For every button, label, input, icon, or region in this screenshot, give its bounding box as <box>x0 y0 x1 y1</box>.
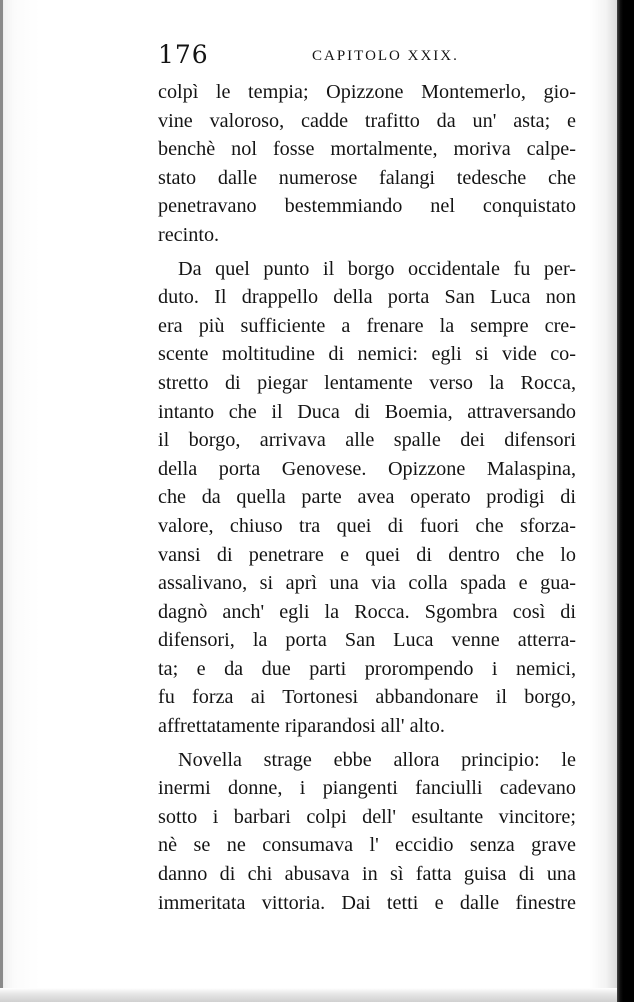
text-line: fu forza ai Tortonesi abbandonare il borgo, <box>158 686 576 709</box>
text-line: Da quel punto il borgo occidentale fu per- <box>178 257 576 280</box>
body-text <box>158 78 576 917</box>
text-line: stato dalle numerose falangi tedesche che <box>158 166 576 189</box>
text-line: che da quella parte avea operato prodigi di <box>158 486 576 509</box>
text-line: immeritata vittoria. Dai tetti e dalle finestre <box>158 891 576 914</box>
text-line: danno di chi abusava in sì fatta guisa di una <box>158 863 576 886</box>
text-line: sotto i barbari colpi dell' esultante vincitore; <box>158 805 576 828</box>
text-line: recinto. <box>158 223 220 246</box>
running-title: CAPITOLO XXIX. <box>312 48 459 64</box>
text-line: vine valoroso, cadde trafitto da un' asta; e <box>158 109 576 132</box>
text-line: difensori, la porta San Luca venne atterra- <box>158 629 576 652</box>
text-line: affrettatamente riparandosi all' alto. <box>158 715 445 738</box>
text-line: scente moltitudine di nemici: egli si vide co- <box>158 343 576 366</box>
book-spine-shadow <box>617 0 634 1002</box>
text-line: era più sufficiente a frenare la sempre cre- <box>158 314 576 337</box>
paragraph-3 <box>158 746 576 918</box>
text-line: intanto che il Duca di Boemia, attraversando <box>158 400 576 423</box>
page-bottom-edge <box>0 988 617 1002</box>
paragraph-1 <box>158 78 576 250</box>
text-line: penetravano bestemmiando nel conquistato <box>158 195 576 218</box>
text-line: Novella strage ebbe allora principio: le <box>178 748 576 771</box>
page-header <box>158 40 598 74</box>
page-number: 176 <box>158 40 209 69</box>
text-line: dagnò anch' egli la Rocca. Sgombra così di <box>158 600 576 623</box>
text-line: valore, chiuso tra quei di fuori che sforza- <box>158 514 576 537</box>
text-line: benchè nol fosse mortalmente, moriva calpe- <box>158 138 576 161</box>
text-line: ta; e da due parti prorompendo i nemici, <box>158 657 576 680</box>
page-left-edge-shadow <box>0 0 3 1002</box>
text-line: vansi di penetrare e quei di dentro che lo <box>158 543 576 566</box>
text-line: il borgo, arrivava alle spalle dei difensori <box>158 429 576 452</box>
paragraph-2 <box>158 255 576 741</box>
text-line: stretto di piegar lentamente verso la Rocca, <box>158 371 576 394</box>
text-line: della porta Genovese. Opizzone Malaspina, <box>158 457 576 480</box>
text-line: colpì le tempia; Opizzone Montemerlo, gio- <box>158 81 576 103</box>
text-line: inermi donne, i piangenti fanciulli cadevano <box>158 777 576 800</box>
text-line: assalivano, si aprì una via colla spada e gua- <box>158 572 576 595</box>
text-line: nè se ne consumava l' eccidio senza grave <box>158 834 576 857</box>
text-line: duto. Il drappello della porta San Luca non <box>158 286 576 309</box>
